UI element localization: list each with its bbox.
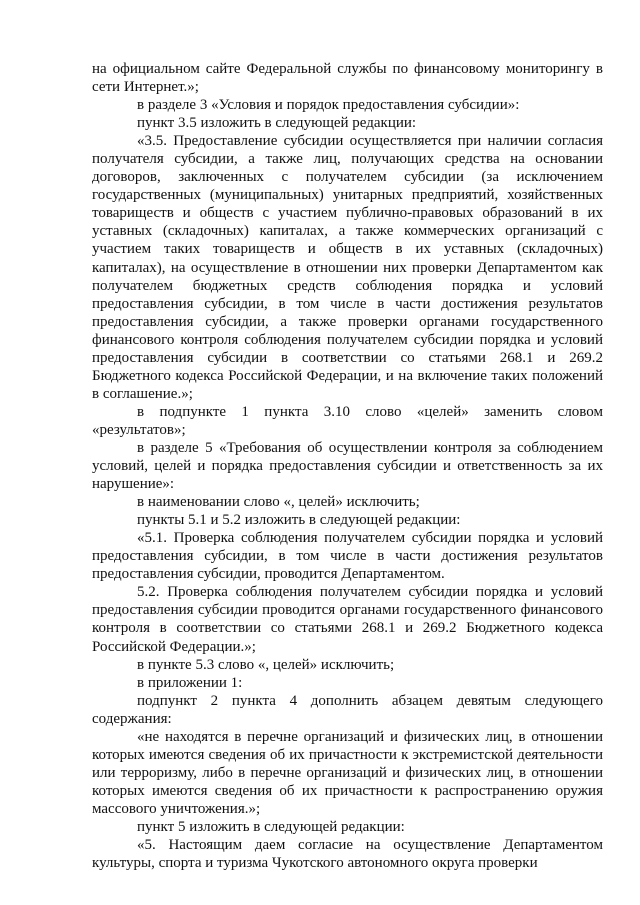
- paragraph-12: в приложении 1:: [137, 674, 243, 691]
- paragraph-1: на официальном сайте Федеральной службы по финансовому мониторингу в сети Интернет.»;: [92, 61, 603, 96]
- paragraph-14: «не находятся в перечне организаций и физических лиц, в отношении которых имеются сведения об их причастности к экстремистской деятельности или терроризму, либо в перечне организаций и физических лиц, в отношении которых имеются сведения об их причастности к распространению оружия массового уничтожения.»;: [92, 728, 603, 817]
- paragraph-8: пункты 5.1 и 5.2 изложить в следующей редакции:: [137, 512, 461, 529]
- paragraph-11: в пункте 5.3 слово «, целей» исключить;: [137, 656, 395, 673]
- paragraph-5: в подпункте 1 пункта 3.10 слово «целей» заменить словом «результатов»;: [92, 403, 603, 438]
- paragraph-2: в разделе 3 «Условия и порядок предоставления субсидии»:: [137, 97, 520, 114]
- paragraph-9: «5.1. Проверка соблюдения получателем субсидии порядка и условий предоставления субсидии, в том числе в части достижения результатов предоставления субсидии, проводится Департаментом.: [92, 530, 603, 583]
- paragraph-13: подпункт 2 пункта 4 дополнить абзацем девятым следующего содержания:: [92, 692, 603, 727]
- paragraph-10: 5.2. Проверка соблюдения получателем субсидии порядка и условий предоставления субсидии проводится органами государственного финансового контроля в соответствии со статьями 268.1 и 269.2 Бюджетного кодекса Российской Федерации.»;: [92, 584, 603, 655]
- paragraph-4: «3.5. Предоставление субсидии осуществляется при наличии согласия получателя субсидии, а также лиц, получающих средства на основании договоров, заключенных с получателем субсидии (за исключением государственных (муниципальных) унитарных предприятий, хозяйственных товариществ и обществ с участием публично-правовых образований в их уставных (складочных) капиталах, а также коммерческих организаций с участием таких товариществ и обществ в их уставных (складочных) капиталах), на осуществление в отношении них проверки Департаментом как получателем бюджетных средств соблюдения порядка и условий предоставления субсидии, в том числе в части достижения результатов предоставления субсидии, а также проверки органами государственного финансового контроля соблюдения получателем субсидии порядка и условий предоставления субсидии в соответствии со статьями 268.1 и 269.2 Бюджетного кодекса Российской Федерации, и на включение таких положений в соглашение.»;: [92, 133, 603, 402]
- paragraph-15: пункт 5 изложить в следующей редакции:: [137, 818, 405, 835]
- paragraph-16: «5. Настоящим даем согласие на осуществление Департаментом культуры, спорта и туризма Чукотского автономного округа проверки: [92, 837, 603, 872]
- paragraph-3: пункт 3.5 изложить в следующей редакции:: [137, 115, 417, 132]
- paragraph-7: в наименовании слово «, целей» исключить;: [137, 494, 420, 511]
- paragraph-6: в разделе 5 «Требования об осуществлении контроля за соблюдением условий, целей и порядка предоставления субсидии и ответственность за их нарушение»:: [92, 439, 603, 493]
